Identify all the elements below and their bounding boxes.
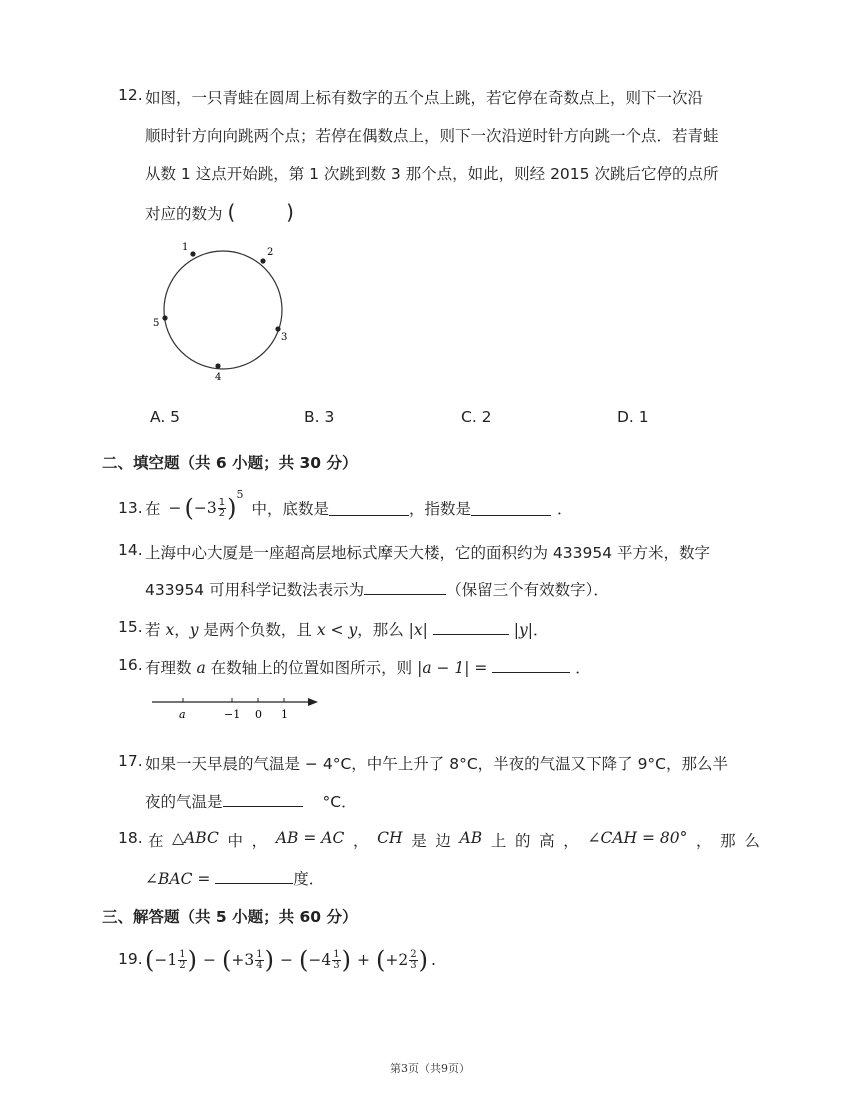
math-int: +2 bbox=[385, 951, 409, 969]
math-int: +3 bbox=[231, 951, 255, 969]
math-expression: |y| bbox=[513, 621, 533, 639]
math-fraction bbox=[218, 498, 226, 519]
text: ，那么 bbox=[357, 621, 404, 639]
section-heading: 三、解答题（共 5 小题；共 60 分） bbox=[102, 908, 358, 926]
math-paren: ( bbox=[184, 494, 194, 522]
arrow-head-icon bbox=[308, 698, 318, 706]
math-int: −1 bbox=[154, 951, 178, 969]
math-paren: ) bbox=[418, 946, 428, 974]
text: ， bbox=[174, 621, 190, 639]
text: 在数轴上的位置如图所示，则 bbox=[210, 659, 413, 677]
question-text: 顺时针方向向跳两个点；若停在偶数点上，则下一次沿逆时针方向跳一个点．若青蛙 bbox=[145, 127, 719, 145]
section-heading: 二、填空题（共 6 小题；共 30 分） bbox=[102, 454, 358, 472]
frac-denominator: 2 bbox=[179, 959, 186, 971]
math-paren: ) bbox=[264, 946, 274, 974]
text: 若 bbox=[145, 621, 161, 639]
circle-outline bbox=[164, 251, 282, 369]
frac-denominator: 4 bbox=[256, 959, 263, 971]
frac-numerator: 1 bbox=[333, 948, 340, 960]
question-text bbox=[148, 829, 760, 851]
point-label-2: 2 bbox=[267, 247, 274, 258]
point-label-3: 3 bbox=[281, 332, 288, 343]
math-int: −4 bbox=[308, 951, 332, 969]
question-number: 12. bbox=[118, 86, 143, 104]
math-expression: CH bbox=[377, 829, 403, 847]
text: 的 bbox=[514, 832, 531, 850]
option-d[interactable]: D. 1 bbox=[617, 408, 649, 426]
question-number: 15. bbox=[118, 618, 143, 636]
answer-blank[interactable] bbox=[471, 501, 551, 516]
math-operator: − bbox=[202, 951, 216, 969]
text: ． bbox=[575, 659, 591, 677]
math-var: x bbox=[165, 621, 175, 639]
question-text bbox=[145, 867, 324, 889]
answer-paren: ( ) bbox=[227, 200, 294, 224]
math-paren: ( bbox=[221, 946, 232, 974]
option-b[interactable]: B. 3 bbox=[304, 408, 335, 426]
question-number: 18. bbox=[118, 829, 143, 847]
frac-numerator: 1 bbox=[218, 496, 226, 508]
text: 上 bbox=[490, 832, 507, 850]
text: 么 bbox=[744, 832, 760, 850]
text: 中，底数是 bbox=[251, 500, 330, 518]
option-c[interactable]: C. 2 bbox=[461, 408, 492, 426]
frac-denominator: 3 bbox=[333, 959, 340, 971]
question-text bbox=[145, 200, 294, 224]
math-paren: ( bbox=[375, 946, 386, 974]
question-number: 14. bbox=[118, 541, 143, 559]
text: 中 bbox=[227, 832, 243, 850]
math-var: y bbox=[189, 621, 199, 639]
text: 433954 可用科学记数法表示为 bbox=[145, 581, 365, 599]
answer-blank[interactable] bbox=[433, 620, 509, 635]
question-text: 从数 1 这点开始跳，第 1 次跳到数 3 那个点，如此，则经 2015 次跳后它停的点所 bbox=[145, 165, 719, 183]
text: 在 bbox=[145, 500, 161, 518]
math-expression: ∠BAC = bbox=[145, 870, 211, 888]
math-fraction bbox=[178, 950, 186, 971]
math-var: a bbox=[196, 659, 206, 677]
text: 边 bbox=[435, 832, 451, 850]
number-line bbox=[148, 690, 328, 724]
math-expression: |x| bbox=[408, 621, 428, 639]
tick-label: −1 bbox=[224, 708, 241, 721]
text: 是两个负数，且 bbox=[203, 621, 312, 639]
math-paren: ) bbox=[227, 494, 237, 522]
question-text: 如图，一只青蛙在圆周上标有数字的五个点上跳，若它停在奇数点上，则下一次沿 bbox=[145, 89, 704, 107]
math-exponent: 5 bbox=[236, 487, 244, 501]
answer-blank[interactable] bbox=[364, 580, 446, 595]
question-text bbox=[145, 790, 357, 812]
point-3 bbox=[275, 326, 280, 331]
math-operator: + bbox=[356, 951, 370, 969]
math-fraction bbox=[409, 950, 417, 971]
text: 度． bbox=[293, 870, 325, 888]
question-text bbox=[145, 656, 591, 678]
math-expression: △ABC bbox=[172, 829, 219, 847]
question-text bbox=[145, 578, 609, 600]
question-text: 如果一天早晨的气温是 − 4°C，中午上升了 8°C，半夜的气温又下降了 9°C，那么半 bbox=[145, 755, 729, 773]
math-paren: ) bbox=[187, 946, 197, 974]
text: ， bbox=[352, 832, 369, 850]
point-label-4: 4 bbox=[215, 372, 222, 383]
point-label-5: 5 bbox=[153, 318, 160, 329]
answer-blank[interactable] bbox=[215, 869, 293, 884]
math-minus: − bbox=[168, 499, 182, 517]
text: 夜的气温是 bbox=[145, 793, 223, 811]
answer-blank[interactable] bbox=[329, 501, 409, 516]
math-expression bbox=[145, 940, 436, 980]
tick-label: 0 bbox=[255, 708, 262, 721]
text: 高 bbox=[539, 832, 555, 850]
math-expression: |a − 1| = bbox=[417, 659, 488, 677]
tick-label: 1 bbox=[281, 708, 288, 721]
tick-label: a bbox=[179, 708, 186, 721]
text: ， bbox=[696, 832, 712, 850]
math-expression: x < y bbox=[316, 621, 358, 639]
circle-diagram bbox=[140, 236, 300, 386]
frac-numerator: 1 bbox=[256, 948, 263, 960]
text: 在 bbox=[148, 832, 164, 850]
point-5 bbox=[162, 315, 167, 320]
text: （保留三个有效数字）． bbox=[446, 581, 609, 599]
math-expression: AB = AC bbox=[275, 829, 345, 847]
math-paren: ( bbox=[145, 946, 155, 974]
math-paren: ) bbox=[341, 946, 351, 974]
point-1 bbox=[190, 251, 195, 256]
point-label-1: 1 bbox=[182, 242, 189, 253]
text: 是 bbox=[411, 832, 427, 850]
option-a[interactable]: A. 5 bbox=[150, 408, 181, 426]
question-text bbox=[145, 488, 573, 528]
math-fraction bbox=[332, 950, 340, 971]
math-expression: AB bbox=[459, 829, 483, 847]
text: ，指数是 bbox=[409, 500, 472, 518]
question-number: 17. bbox=[118, 752, 143, 770]
answer-blank[interactable] bbox=[223, 792, 303, 807]
question-number: 19. bbox=[118, 950, 143, 968]
math-expression: ∠CAH = 80° bbox=[587, 829, 688, 847]
question-text-tail: 对应的数为 bbox=[145, 205, 223, 223]
frac-denominator: 2 bbox=[218, 507, 226, 519]
question-text: 上海中心大厦是一座超高层地标式摩天大楼，它的面积约为 433954 平方米，数字 bbox=[145, 544, 711, 562]
text: . bbox=[430, 951, 436, 969]
math-operator: − bbox=[279, 951, 293, 969]
text: ． bbox=[557, 500, 573, 518]
question-text bbox=[145, 618, 548, 640]
text: 那 bbox=[720, 832, 736, 850]
frac-denominator: 3 bbox=[410, 959, 417, 971]
question-number: 13. bbox=[118, 499, 143, 517]
point-2 bbox=[260, 258, 265, 263]
math-fraction bbox=[255, 950, 263, 971]
text: 有理数 bbox=[145, 659, 192, 677]
text: ， bbox=[251, 832, 268, 850]
text: ， bbox=[563, 832, 579, 850]
math-paren: ( bbox=[298, 946, 309, 974]
answer-blank[interactable] bbox=[492, 658, 570, 673]
page-footer: 第3页（共9页） bbox=[390, 1062, 470, 1075]
text: °C． bbox=[322, 793, 357, 811]
text: ． bbox=[532, 621, 549, 639]
frac-numerator: 1 bbox=[179, 948, 186, 960]
point-4 bbox=[215, 363, 220, 368]
math-int: −3 bbox=[193, 499, 217, 517]
question-number: 16. bbox=[118, 656, 143, 674]
frac-numerator: 2 bbox=[410, 948, 417, 960]
